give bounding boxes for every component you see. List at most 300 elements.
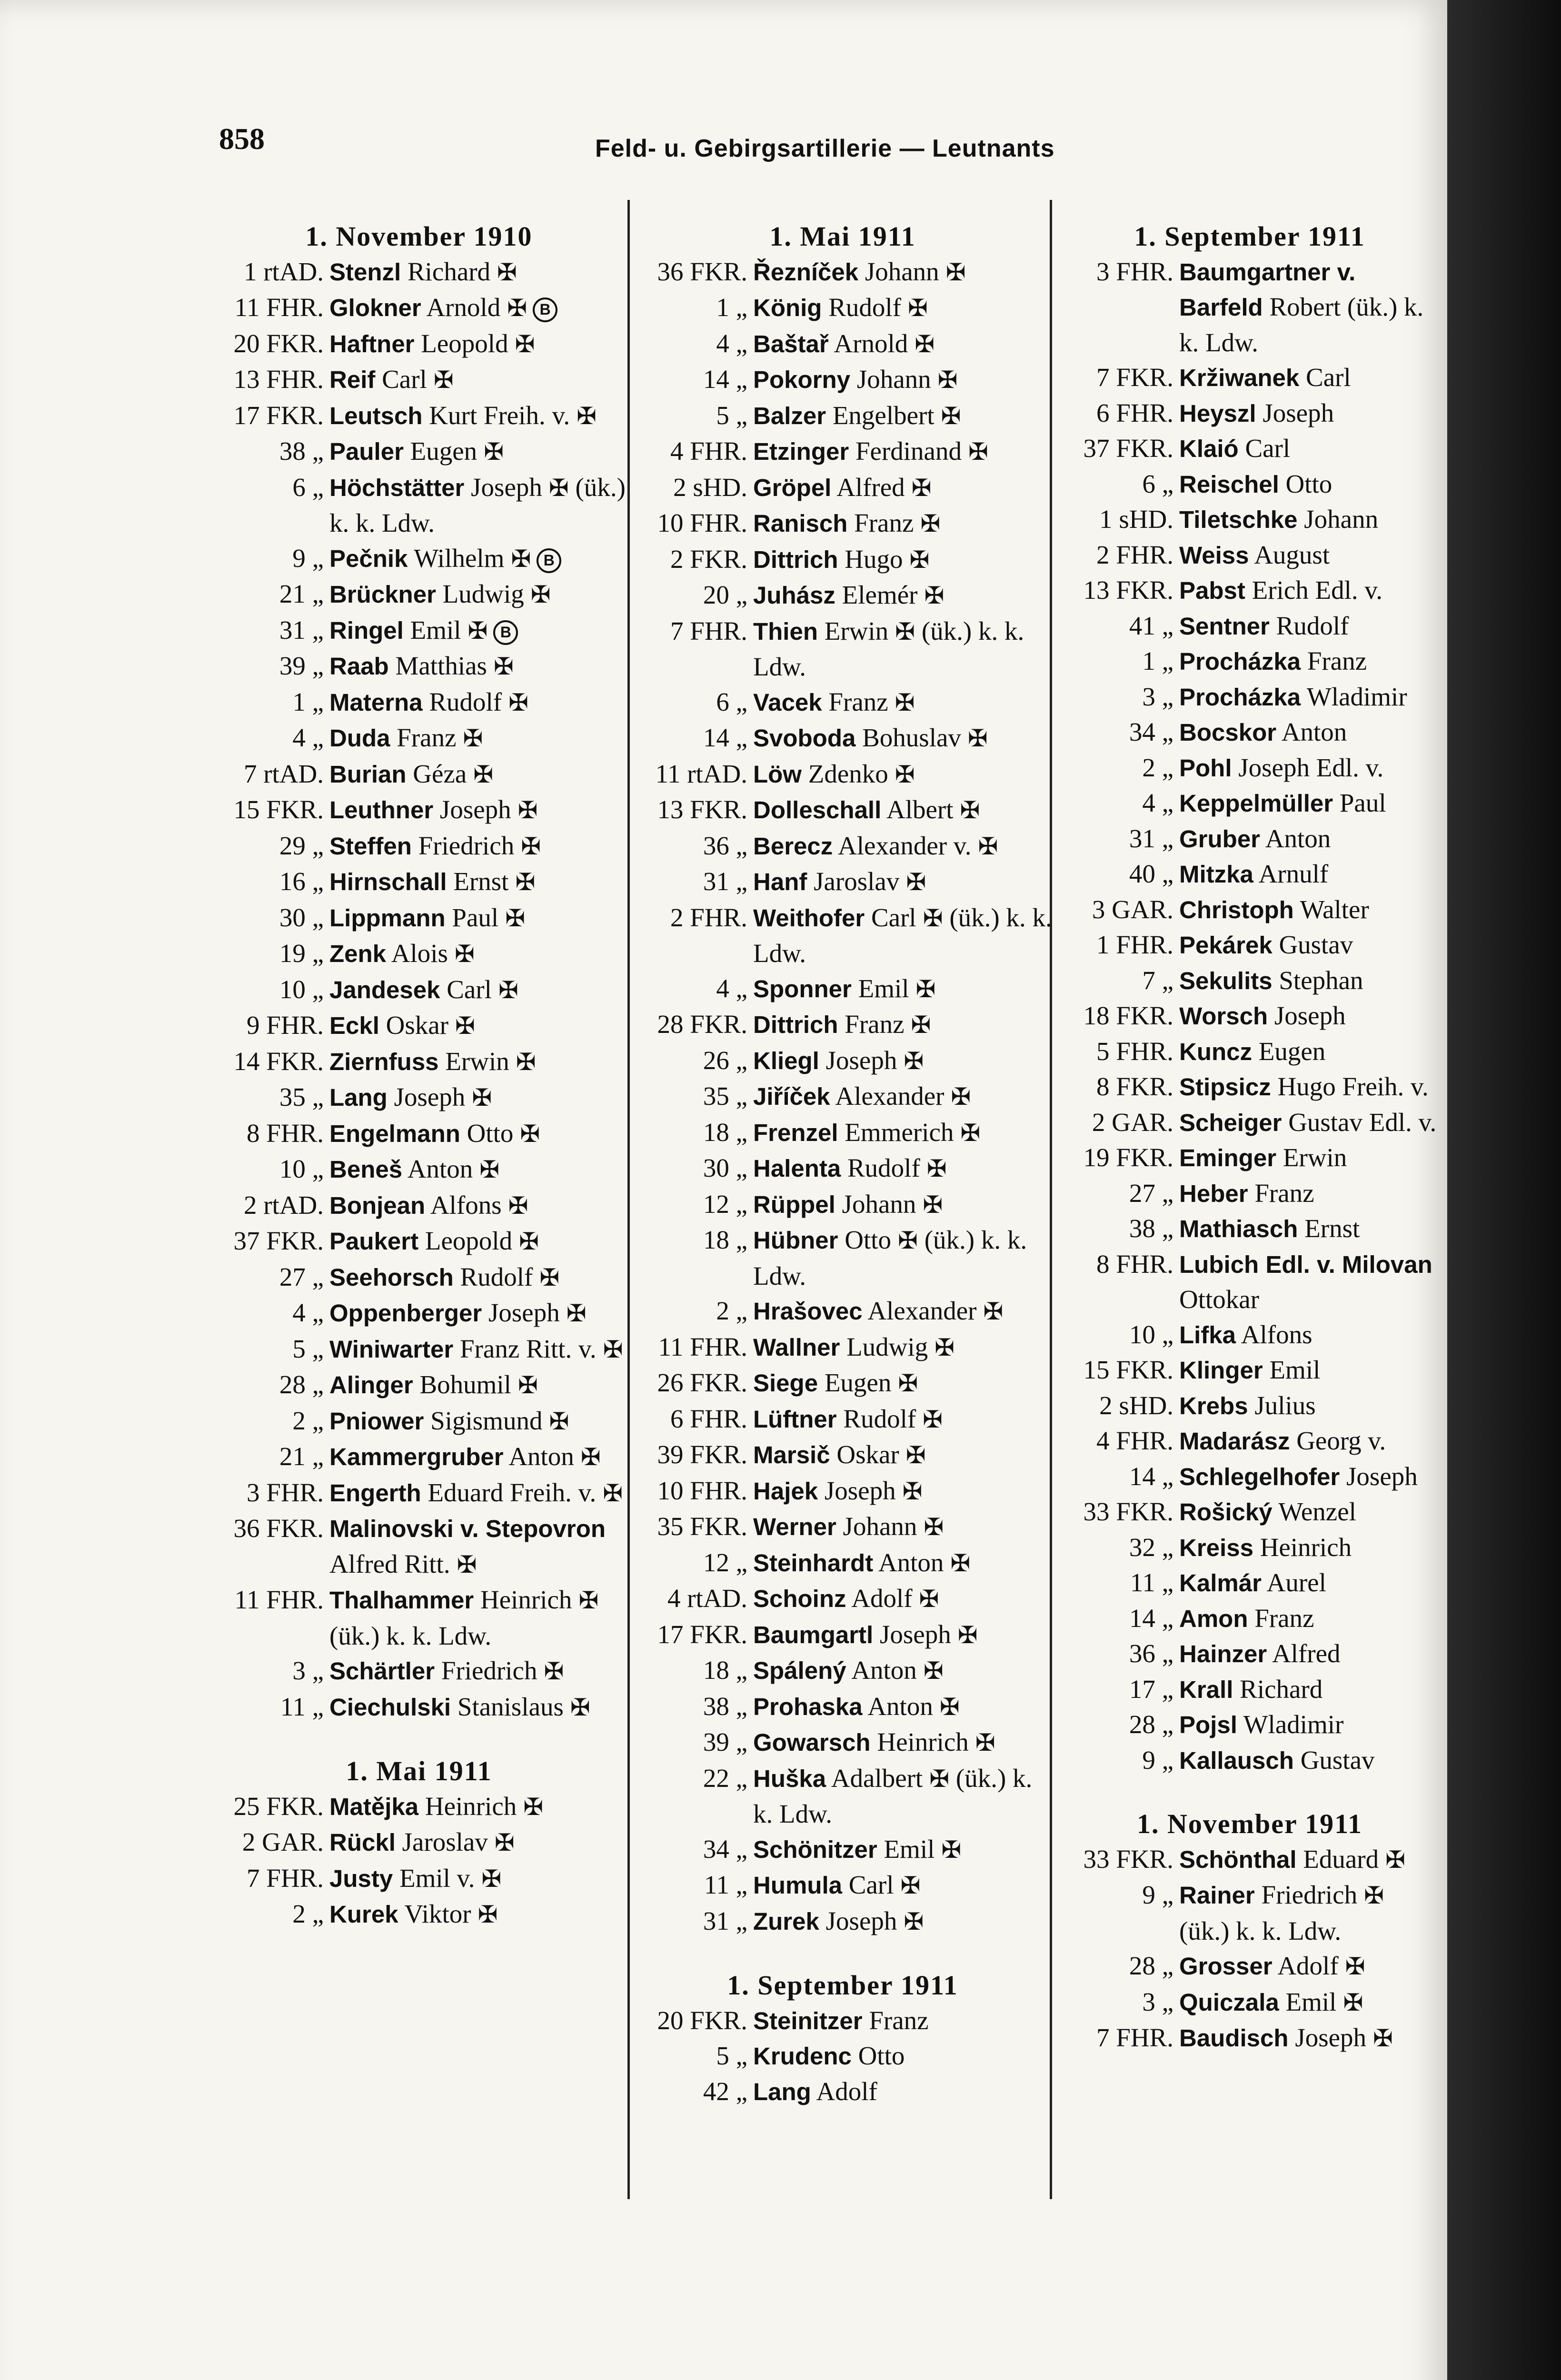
entry-text [1179,573,1440,608]
list-entry [1059,750,1440,786]
unit-label: 2 GAR. [1092,1107,1173,1137]
surname: Steinhardt [753,1549,874,1577]
surname: Scheiger [1179,1109,1282,1136]
list-entry [1059,1707,1440,1743]
cross-decoration-icon: ✠ [1373,2025,1393,2052]
surname: Hrašovec [753,1298,863,1325]
list-entry [633,900,1052,971]
cross-decoration-icon: ✠ [539,1264,560,1291]
unit-label: 15 FKR. [233,795,324,824]
list-entry [1059,821,1440,857]
entry-text [753,792,1052,828]
unit-label: 7 FHR. [670,616,747,645]
unit-label: 28 „ [279,1370,324,1399]
cross-decoration-icon: ✠ [926,1155,947,1182]
given-name: Friedrich [1254,1880,1358,1909]
entry-text [753,1043,1052,1079]
entry-text [753,1079,1052,1115]
cross-decoration-icon: ✠ [517,1372,538,1398]
list-entry [633,1689,1052,1725]
given-name: Carl [1238,434,1291,463]
cross-decoration-icon: ✠ [915,975,936,1002]
cross-decoration-icon: ✠ [968,438,988,465]
surname: Juhász [753,582,835,609]
list-entry [633,506,1052,542]
entry-text [1179,1176,1440,1211]
list-entry [1059,1565,1440,1601]
cross-decoration-icon: ✠ [939,1693,960,1720]
list-entry [1059,608,1440,644]
section-heading: 1. Mai 1911 [346,1755,492,1786]
given-name: Richard [1233,1674,1323,1704]
cross-decoration-icon: ✠ [920,510,941,537]
surname: Kurek [329,1901,398,1928]
list-entry [633,1725,1052,1761]
entry-text [329,648,628,684]
entry-text [753,756,1052,793]
cross-decoration-icon: ✠ [566,1300,587,1327]
cross-decoration-icon: ✠ [477,1901,498,1928]
unit-label: 20 FKR. [657,2005,747,2035]
surname: Pauler [329,438,404,465]
unit-label: 9 „ [292,543,324,573]
given-name: Johann [858,257,939,286]
cross-decoration-icon: ✠ [520,1120,540,1147]
cross-decoration-icon: ✠ [895,618,915,645]
surname: Stenzl [329,258,401,286]
surname: Justy [329,1864,393,1892]
unit-label: 39 „ [703,1727,747,1756]
entry-text [1179,1530,1440,1566]
surname: Zenk [329,940,387,967]
entry-text [753,1725,1052,1761]
cross-decoration-icon: ✠ [967,725,988,752]
unit-label: 14 „ [703,365,747,394]
unit-label: 2 sHD. [1099,1390,1173,1420]
list-entry [209,1116,628,1152]
given-name: Franz [847,508,914,537]
surname: Steffen [329,832,412,860]
list-entry [1059,254,1440,360]
unit-label: 8 FHR. [1096,1249,1173,1279]
cross-decoration-icon: ✠ [924,1514,944,1540]
unit-label: 19 FKR. [1083,1143,1173,1172]
unit-label: 27 „ [1129,1178,1173,1208]
entry-text [1179,1317,1440,1353]
entry-text [329,434,628,470]
unit-label: 30 „ [279,902,324,932]
given-name: Walter [1293,894,1369,924]
unit-label: 8 FKR. [1096,1072,1173,1101]
list-entry [1059,1034,1440,1070]
entry-text [753,1761,1052,1832]
surname: Berecz [753,832,833,860]
given-name: Emil [1279,1987,1337,2016]
surname: Schlegelhofer [1179,1463,1340,1490]
surname: Halenta [753,1155,841,1182]
entry-text [1179,1423,1440,1459]
given-name: Joseph [1288,2023,1367,2052]
surname: Amon [1179,1605,1248,1632]
given-name: Erich Edl. v. [1245,575,1383,605]
entry-text [1179,431,1440,466]
cross-decoration-icon: ✠ [941,402,961,429]
given-name: Viktor [398,1899,471,1928]
entry-text [329,1511,628,1582]
surname: Marsič [753,1441,830,1468]
surname: Balzer [753,402,826,429]
list-entry [209,828,628,864]
given-name: Emil v. [393,1863,475,1893]
surname: Lang [329,1084,388,1111]
cross-decoration-icon: ✠ [1345,1953,1365,1980]
cross-decoration-icon: ✠ [548,474,569,501]
given-name: Zdenko [801,759,888,788]
surname: Pojsl [1179,1711,1237,1738]
given-name: Franz Ritt. v. [453,1334,597,1363]
list-entry [1059,1140,1440,1176]
cross-decoration-icon: ✠ [975,1729,995,1756]
cross-decoration-icon: ✠ [463,725,483,752]
entry-extra: (ük.) k. k. Ldw. [1179,1916,1342,1945]
list-entry [1059,927,1440,963]
surname: Lifka [1179,1321,1236,1349]
entry-text [1179,1140,1440,1176]
surname: Jandesek [329,976,440,1003]
list-entry [1059,360,1440,396]
entry-text [1179,1636,1440,1672]
entry-text [329,1331,628,1368]
column-right [1059,219,1440,2056]
given-name: Eugen [403,436,477,466]
entry-text [1179,1388,1440,1424]
surname: Beneš [329,1156,403,1183]
given-name: Joseph [1340,1461,1418,1491]
given-name: Emil [851,973,909,1003]
unit-label: 11 FHR. [658,1332,747,1361]
given-name: Carl [375,365,427,394]
entry-text [329,1223,628,1259]
entry-text [753,1653,1052,1689]
unit-label: 9 „ [1142,1745,1173,1775]
list-entry [1059,1069,1440,1105]
unit-label: 10 FHR. [657,1476,747,1505]
surname: Oppenberger [329,1299,482,1327]
entry-text [1179,892,1440,928]
given-name: Anton [503,1442,574,1471]
unit-label: 26 „ [703,1045,747,1075]
list-entry [633,792,1052,828]
list-entry [1059,396,1440,431]
given-name: Gustav [1293,1745,1375,1775]
cross-decoration-icon: ✠ [906,869,926,895]
unit-label: 31 „ [1129,823,1173,853]
list-entry [209,1188,628,1224]
unit-label: 37 FKR. [233,1226,324,1255]
unit-label: 30 „ [703,1153,747,1182]
unit-label: 14 „ [1129,1603,1173,1633]
unit-label: 31 „ [703,867,747,896]
given-name: Eduard Freih. v. [421,1478,597,1507]
unit-label: 12 „ [703,1547,747,1577]
entry-extra: (ük.) k. k. Ldw. [753,616,1024,681]
unit-label: 26 FKR. [657,1368,747,1397]
surname: Ziernfuss [329,1048,439,1075]
given-name: Franz [822,687,888,716]
surname: Grosser [1179,1953,1273,1980]
surname: Klaió [1179,435,1239,462]
list-entry [209,1439,628,1475]
surname: Duda [329,724,390,752]
surname: Heyszl [1179,399,1256,427]
list-entry [633,1150,1052,1187]
b-circle-icon: B [493,620,518,645]
list-entry [209,972,628,1008]
running-head: Feld- u. Gebirgsartillerie — Leutnants [595,135,1055,162]
unit-label: 6 „ [716,687,747,716]
list-entry [209,470,628,541]
unit-label: 5 „ [292,1334,324,1363]
given-name: Ottokar [1179,1285,1260,1314]
entry-text [329,470,628,541]
unit-label: 33 FKR. [1083,1497,1173,1526]
given-name: Leopold [418,1226,513,1255]
unit-label: 2 „ [1142,753,1173,782]
given-name: Otto [1279,469,1332,498]
list-entry [209,1151,628,1188]
entry-text [753,971,1052,1007]
list-entry [1059,466,1440,502]
surname: Kreiss [1179,1534,1253,1561]
unit-label: 21 „ [279,579,324,608]
entry-text [1179,998,1440,1034]
given-name: Ludwig [840,1332,928,1361]
cross-decoration-icon: ✠ [433,367,454,393]
given-name: Alexander [862,1296,977,1325]
entry-text [329,326,628,362]
surname: Mathiasch [1179,1215,1298,1242]
given-name: Eduard [1296,1844,1379,1874]
surname: Gowarsch [753,1729,871,1756]
surname: Pohl [1179,754,1232,782]
unit-label: 38 „ [703,1691,747,1721]
surname: Tiletschke [1179,506,1298,533]
list-entry [633,1832,1052,1868]
cross-decoration-icon: ✠ [505,904,526,932]
surname: Thalhammer [329,1587,474,1614]
cross-decoration-icon: ✠ [473,761,494,788]
list-entry [209,900,628,936]
given-name: Heinrich [418,1791,517,1821]
given-name: Joseph [819,1045,897,1075]
cross-decoration-icon: ✠ [517,797,538,823]
list-entry [1059,998,1440,1034]
unit-label: 4 FHR. [670,436,747,466]
surname: Dolleschall [753,796,882,823]
entry-text [753,398,1052,434]
given-name: Géza [406,759,467,788]
entry-text [1179,1459,1440,1495]
given-name: Friedrich [411,831,515,860]
cross-decoration-icon: ✠ [919,1586,939,1612]
entry-text [753,1187,1052,1223]
entry-text [753,1509,1052,1545]
cross-decoration-icon: ✠ [908,295,928,321]
unit-label: 20 „ [703,580,747,609]
surname: Lang [753,2078,811,2105]
list-entry [633,1222,1052,1293]
list-entry [1059,1388,1440,1424]
given-name: Julius [1248,1390,1316,1420]
given-name: Adolf [846,1584,913,1613]
entry-text [1179,2020,1440,2056]
given-name: Stanislaus [451,1692,564,1721]
list-entry [209,1475,628,1511]
list-entry [633,1653,1052,1689]
list-entry [209,576,628,613]
surname: Kržiwanek [1179,364,1300,391]
surname: Procházka [1179,683,1301,711]
unit-label: 36 FKR. [233,1514,324,1543]
given-name: Stephan [1272,965,1363,995]
given-name: Oskar [379,1011,449,1040]
entry-extra: (ük.) k. k. Ldw. [753,1763,1033,1828]
given-name: Anton [846,1656,917,1685]
given-name: Joseph [873,1619,951,1649]
unit-label: 36 „ [703,831,747,860]
list-entry [633,577,1052,614]
list-entry [633,398,1052,434]
unit-label: 1 FHR. [1096,930,1173,959]
given-name: Johann [1297,505,1379,534]
cross-decoration-icon: ✠ [1343,1989,1363,2016]
entry-text [1179,1565,1440,1601]
surname: Pekárek [1179,932,1273,959]
given-name: Ferdinand [849,436,962,466]
unit-label: 7 FKR. [1096,363,1173,392]
list-entry [209,362,628,398]
entry-text [753,1867,1052,1904]
entry-text [1179,1494,1440,1530]
unit-label: 7 rtAD. [243,759,324,788]
cross-decoration-icon: ✠ [549,1408,569,1435]
surname: Löw [753,760,802,788]
list-entry [209,1861,628,1897]
cross-decoration-icon: ✠ [978,833,998,860]
entry-text [1179,1034,1440,1070]
surname: Siege [753,1369,818,1397]
given-name: Rudolf [836,1404,916,1433]
given-name: Alois [386,939,448,968]
entry-text [1179,1601,1440,1636]
cross-decoration-icon: ✠ [945,258,966,286]
unit-label: 38 „ [1129,1214,1173,1243]
unit-label: 9 FHR. [247,1011,324,1040]
surname: Baumgartner v. Barfeld [1179,258,1356,321]
entry-text [1179,785,1440,821]
given-name: Alexander [830,1081,945,1111]
given-name: Kurt Freih. v. [422,400,570,430]
unit-label: 4 „ [292,1298,324,1327]
cross-decoration-icon: ✠ [544,1658,564,1685]
entry-text [329,756,628,793]
unit-label: 4 FHR. [1096,1426,1173,1455]
entry-text [329,1475,628,1511]
surname: Hajek [753,1477,818,1505]
list-entry [1059,1672,1440,1707]
list-entry [209,1008,628,1044]
surname: Quiczala [1179,1988,1279,2016]
entry-extra: (ük.) k. k. Ldw. [753,902,1052,968]
list-entry [1059,2020,1440,2056]
cross-decoration-icon: ✠ [570,1694,590,1721]
list-entry [633,1473,1052,1509]
entry-text [753,434,1052,470]
entry-text [329,792,628,828]
cross-decoration-icon: ✠ [519,1228,539,1255]
entry-text [1179,644,1440,679]
unit-label: 7 FHR. [1096,2023,1173,2052]
entry-text [329,1116,628,1152]
unit-label: 14 FKR. [233,1046,324,1076]
unit-label: 7 FHR. [247,1863,324,1893]
cross-decoration-icon: ✠ [515,869,536,895]
surname: Lubich Edl. v. Milovan [1179,1250,1432,1278]
list-entry [633,1761,1052,1832]
unit-label: 4 „ [716,973,747,1003]
entry-text [329,1188,628,1224]
entry-text [329,1403,628,1439]
cross-decoration-icon: ✠ [455,1012,475,1039]
list-entry [633,362,1052,398]
given-name: Alfred [831,472,905,502]
surname: Worsch [1179,1002,1268,1030]
surname: Gruber [1179,825,1261,853]
list-entry [209,1223,628,1259]
given-name: Otto [838,1225,892,1254]
surname: Brückner [329,581,436,608]
cross-decoration-icon: ✠ [523,1793,544,1820]
surname: Krudenc [753,2043,852,2070]
entry-text [1179,1672,1440,1707]
list-entry [209,1689,628,1726]
entry-text [753,1473,1052,1509]
cross-decoration-icon: ✠ [467,617,488,644]
given-name: Robert (ük.) k. k. Ldw. [1179,292,1424,357]
unit-label: 17 FKR. [233,400,324,430]
surname: Materna [329,688,423,716]
entry-text [1179,537,1440,573]
list-entry [209,1789,628,1825]
entry-text [329,1861,628,1897]
unit-label: 22 „ [703,1763,747,1793]
unit-label: 11 „ [1130,1568,1173,1597]
unit-label: 35 „ [279,1082,324,1111]
given-name: Emil [403,615,461,645]
unit-label: 5 FHR. [1096,1036,1173,1066]
given-name: Paul [1333,788,1386,817]
book-edge [1447,0,1561,2380]
unit-label: 29 „ [279,831,324,860]
given-name: Wenzel [1272,1497,1356,1526]
given-name: Carl [842,1870,894,1899]
cross-decoration-icon: ✠ [494,1829,515,1856]
entry-text [1179,1984,1440,2021]
unit-label: 10 FHR. [657,508,747,537]
unit-label: 28 FKR. [657,1010,747,1039]
entry-text [329,1653,628,1689]
cross-decoration-icon: ✠ [472,1084,492,1111]
